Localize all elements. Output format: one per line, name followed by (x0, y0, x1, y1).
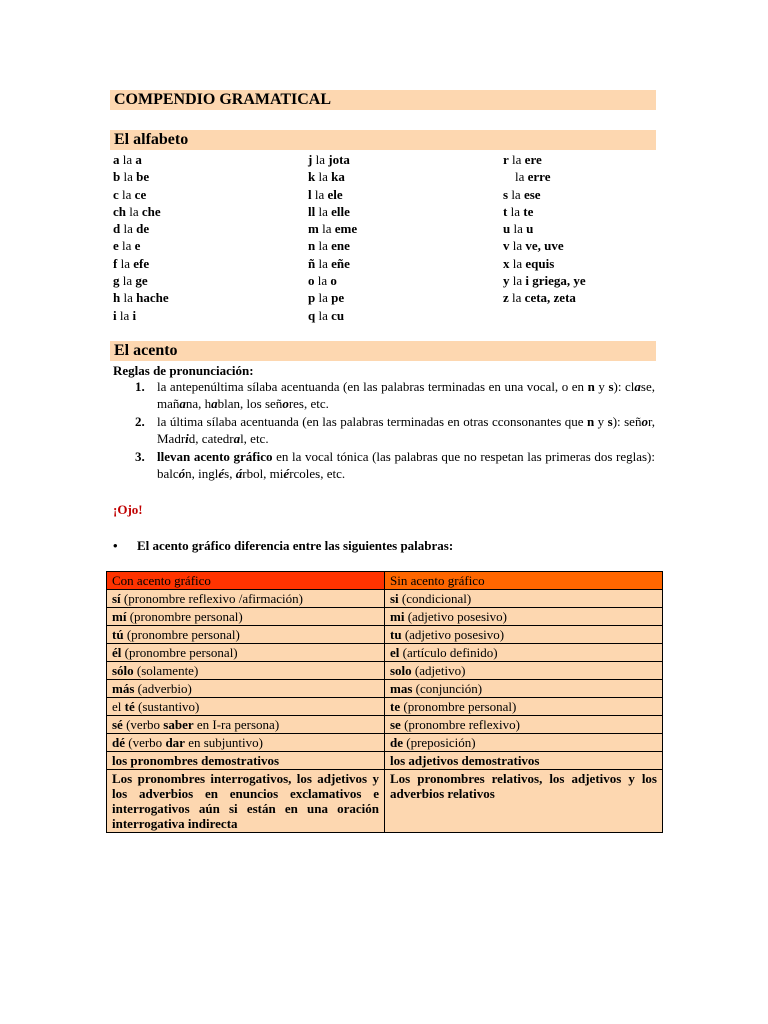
letter: j (308, 152, 313, 167)
bullet-text: El acento gráfico diferencia entre las siguientes palabras: (137, 538, 454, 553)
letter: o (308, 273, 315, 289)
article: la (512, 273, 523, 289)
acento-heading-bar (110, 341, 656, 361)
article: la (318, 255, 328, 271)
letter: x (503, 255, 510, 271)
letter: ch (113, 203, 126, 219)
alphabet-entry (308, 151, 357, 168)
cell-sin-acento: solo (adjetivo) (385, 662, 663, 680)
alphabet-entry (308, 289, 357, 306)
article: la (512, 290, 522, 306)
letter-name: efe (133, 255, 150, 271)
letter: l (308, 186, 312, 202)
table-row (107, 716, 663, 734)
cell-sin-acento: de (preposición) (385, 734, 663, 752)
cell-con-acento: sé (verbo saber en I-ra persona) (107, 716, 385, 734)
title-bar (110, 90, 656, 110)
alfabeto-heading: El alfabeto (114, 131, 189, 148)
letter-name: elle (331, 203, 350, 219)
letter-name: erre (527, 169, 551, 185)
letter: u (503, 221, 511, 237)
article: la (515, 169, 525, 185)
letter: b (113, 169, 121, 185)
alphabet-entry (113, 220, 169, 237)
cell-sin-acento: Los pronombres relativos, los adjetivos y los adverbios relativos (385, 770, 663, 833)
rule-item (131, 413, 655, 447)
letter-name: ka (331, 169, 345, 185)
letter-name: ceta, zeta (524, 290, 576, 306)
article: la (120, 255, 130, 271)
letter: d (113, 221, 121, 237)
article: la (512, 255, 523, 271)
cell-sin-acento: te (pronombre personal) (385, 698, 663, 716)
letter: p (308, 290, 316, 306)
letter: f (113, 255, 118, 271)
alphabet-entry (113, 289, 169, 306)
rule-number: 3. (135, 449, 145, 464)
article: la (322, 221, 332, 237)
rule-number: 1. (135, 379, 145, 394)
table-row (107, 644, 663, 662)
alphabet-entry (503, 168, 586, 185)
cell-con-acento: mí (pronombre personal) (107, 608, 385, 626)
letter-name: e (134, 238, 141, 254)
alphabet-column-1 (113, 151, 169, 324)
alphabet-column-3 (503, 151, 586, 307)
letter-name: te (523, 203, 534, 219)
alphabet-entry (113, 203, 169, 220)
cell-con-acento: dé (verbo dar en subjuntivo) (107, 734, 385, 752)
letter-name: ge (135, 273, 148, 289)
alphabet-entry (503, 272, 586, 289)
letter: r (503, 152, 509, 167)
letter: s (503, 186, 509, 202)
alfabeto-heading-bar (110, 130, 656, 150)
letter: c (113, 186, 119, 202)
alphabet-entry (308, 237, 357, 254)
letter-name: i (132, 307, 137, 323)
cell-con-acento: tú (pronombre personal) (107, 626, 385, 644)
alphabet-entry (113, 255, 169, 272)
rule-text: la última sílaba acentuanda (en las palabras terminadas en otras cconsonantes que n y s): señor, Madrid, catedral, etc. (157, 414, 656, 446)
letter-name: jota (328, 152, 350, 167)
article: la (123, 221, 133, 237)
letter-name: ene (331, 238, 350, 254)
alphabet-entry (308, 255, 357, 272)
article: la (129, 203, 139, 219)
cell-con-acento: él (pronombre personal) (107, 644, 385, 662)
letter-name: equis (525, 255, 555, 271)
table-row (107, 626, 663, 644)
table-row (107, 590, 663, 608)
alphabet-entry (113, 272, 169, 289)
alphabet-entry (113, 186, 169, 203)
alphabet-entry (503, 255, 586, 272)
letter-name: eñe (331, 255, 350, 271)
alphabet-entry (503, 220, 586, 237)
alphabet-entry (113, 307, 169, 324)
bullet-line (113, 538, 453, 554)
article: la (123, 169, 133, 185)
ojo-label: ¡Ojo! (113, 502, 143, 517)
letter-name: ese (523, 186, 541, 202)
alphabet-entry (503, 151, 586, 168)
alphabet-entry (308, 168, 357, 185)
letter-name: hache (136, 290, 169, 306)
article: la (122, 152, 133, 167)
bullet-icon: • (113, 538, 118, 553)
table-row (107, 734, 663, 752)
alphabet-entry (503, 203, 586, 220)
table-row (107, 680, 663, 698)
accent-table (106, 571, 663, 833)
article: la (315, 152, 325, 167)
cell-con-acento: más (adverbio) (107, 680, 385, 698)
alphabet-entry (308, 220, 357, 237)
alphabet-entry (113, 168, 169, 185)
table-header-row (107, 572, 663, 590)
table-row (107, 608, 663, 626)
letter: e (113, 238, 119, 254)
article: la (318, 203, 328, 219)
letter-name: pe (331, 290, 345, 306)
letter: ll (308, 203, 316, 219)
letter: a (113, 152, 120, 167)
letter-name: a (135, 152, 142, 167)
letter: y (503, 273, 510, 289)
letter-name: eme (334, 221, 358, 237)
cell-con-acento: Los pronombres interrogativos, los adjetivos y los adverbios en enuncios exclamativos e interrogativos aún si están en una oración interrogativa indirecta (107, 770, 385, 833)
letter-name: ve, uve (525, 238, 564, 254)
letter: q (308, 307, 316, 323)
cell-sin-acento: tu (adjetivo posesivo) (385, 626, 663, 644)
cell-sin-acento: si (condicional) (385, 590, 663, 608)
alphabet-entry (308, 272, 357, 289)
article: la (317, 273, 328, 289)
letter: g (113, 273, 120, 289)
letter: i (113, 307, 117, 323)
acento-heading: El acento (114, 342, 178, 359)
alphabet-entry (113, 237, 169, 254)
cell-sin-acento: los adjetivos demostrativos (385, 752, 663, 770)
rules-list (131, 378, 655, 483)
letter-name: che (141, 203, 161, 219)
letter: t (503, 203, 508, 219)
article: la (122, 238, 132, 254)
table-row (107, 752, 663, 770)
article: la (318, 169, 328, 185)
header-sin-acento: Sin acento gráfico (385, 572, 663, 590)
letter-name: ere (524, 152, 542, 167)
letter: k (308, 169, 316, 185)
letter-name: de (136, 221, 150, 237)
alphabet-entry (503, 237, 586, 254)
article: la (318, 290, 328, 306)
table-row (107, 770, 663, 833)
letter-name: o (330, 273, 337, 289)
article: la (511, 186, 521, 202)
letter: z (503, 290, 509, 306)
article: la (314, 186, 325, 202)
article: la (122, 186, 132, 202)
article: la (119, 307, 130, 323)
alphabet-entry (308, 307, 357, 324)
letter: n (308, 238, 316, 254)
cell-con-acento: el té (sustantivo) (107, 698, 385, 716)
rule-item (131, 448, 655, 482)
letter-name: i griega, ye (525, 273, 586, 289)
letter-name: be (136, 169, 150, 185)
rule-text: llevan acento gráfico en la vocal tónica (las palabras que no respetan las primeras dos reglas): balcón, inglés, árbol, miércoles, etc. (157, 449, 655, 481)
alphabet-entry (308, 186, 357, 203)
article: la (513, 221, 523, 237)
cell-con-acento: sólo (solamente) (107, 662, 385, 680)
cell-con-acento: los pronombres demostrativos (107, 752, 385, 770)
cell-sin-acento: se (pronombre reflexivo) (385, 716, 663, 734)
cell-sin-acento: mi (adjetivo posesivo) (385, 608, 663, 626)
rule-text: la antepenúltima sílaba acentuanda (en las palabras terminadas en una vocal, o en n y s): clase, mañana, hablan, los señores, etc. (157, 379, 656, 411)
letter: ñ (308, 255, 316, 271)
alphabet-entry (113, 151, 169, 168)
rule-item (131, 378, 655, 412)
alphabet-column-2 (308, 151, 357, 324)
article: la (318, 238, 328, 254)
reglas-heading: Reglas de pronunciación: (113, 363, 254, 378)
table-row (107, 698, 663, 716)
article: la (122, 273, 133, 289)
letter: h (113, 290, 121, 306)
letter-name: ele (327, 186, 343, 202)
rule-number: 2. (135, 414, 145, 429)
article: la (510, 203, 520, 219)
page-title: COMPENDIO GRAMATICAL (114, 91, 332, 108)
cell-sin-acento: el (artículo definido) (385, 644, 663, 662)
article: la (512, 152, 522, 167)
article: la (123, 290, 133, 306)
table-row (107, 662, 663, 680)
letter-name: cu (331, 307, 345, 323)
letter-name: ce (134, 186, 147, 202)
alphabet-entry (503, 186, 586, 203)
cell-sin-acento: mas (conjunción) (385, 680, 663, 698)
header-con-acento: Con acento gráfico (107, 572, 385, 590)
article: la (512, 238, 523, 254)
letter: m (308, 221, 319, 237)
letter: v (503, 238, 510, 254)
alphabet-entry (308, 203, 357, 220)
letter-name: u (526, 221, 534, 237)
article: la (318, 307, 328, 323)
alphabet-entry (503, 289, 586, 306)
cell-con-acento: sí (pronombre reflexivo /afirmación) (107, 590, 385, 608)
